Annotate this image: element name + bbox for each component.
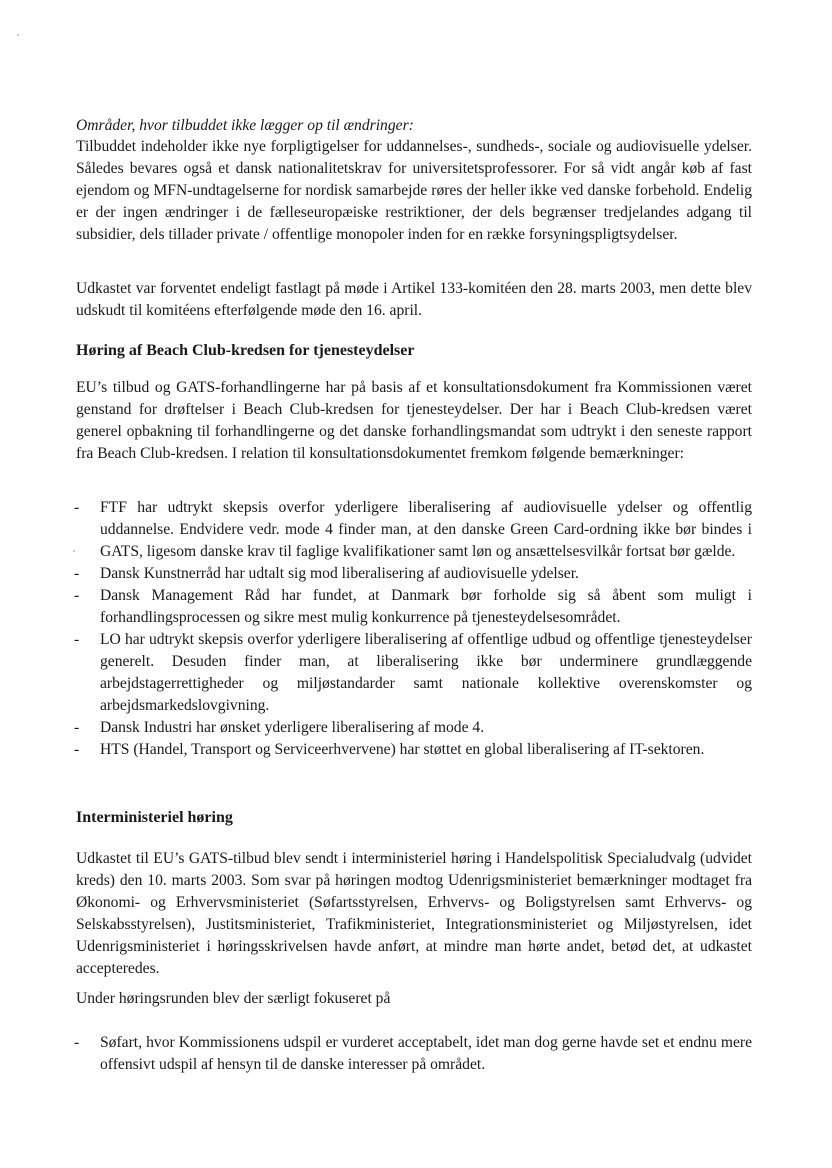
list-item <box>76 497 752 563</box>
list-item-text: Dansk Management Råd har fundet, at Danmark bør forholde sig så åbent som muligt i forhandlingsprocessen og sikre mest mulig konkurrence på tjenesteydelsesområdet. <box>100 587 752 626</box>
beach-club-remarks-list <box>76 497 752 761</box>
dash-bullet: - <box>74 741 80 758</box>
paragraph-draft-schedule: Udkastet var forventet endeligt fastlagt på møde i Artikel 133-komitéen den 28. marts 2003, men dette blev udskudt til komitéens efterfølgende møde den 16. april. <box>76 280 752 319</box>
dash-bullet: - <box>74 631 80 648</box>
dash-bullet: - <box>74 499 80 516</box>
paragraph-no-changes: Tilbuddet indeholder ikke nye forpligtigelser for uddannelses-, sundheds-, sociale og audiovisuelle ydelser. Således bevares også et dansk nationalitetskrav for universitetsprofessorer. For så vidt angår køb af fast ejendom og MFN-undtagelserne for nordisk samarbejde røres der heller ikke ved danske forbehold. Endelig er der ingen ændringer i de fælleseuropæiske restriktioner, der dels begrænser tredjelandes adgang til subsidier, dels tillader private / offentlige monopoler inden for en række forsyningspligtsydelser. <box>76 138 752 243</box>
heading-interministerial: Interministeriel høring <box>76 809 233 826</box>
dash-bullet: - <box>74 1034 80 1051</box>
dash-bullet: - <box>74 565 80 582</box>
heading-beach-club: Høring af Beach Club-kredsen for tjenesteydelser <box>76 342 415 359</box>
dash-bullet: - <box>74 719 80 736</box>
list-item <box>76 1032 752 1076</box>
list-item <box>76 717 752 739</box>
paragraph-beach-club: EU’s tilbud og GATS-forhandlingerne har på basis af et konsultationsdokument fra Kommissionen været genstand for drøftelser i Beach Club-kredsen for tjenesteydelser. Der har i Beach Club-kredsen været generel opbakning til forhandlingerne og det danske forhandlingsmandat som udtrykt i den seneste rapport fra Beach Club-kredsen. I relation til konsultationsdokumentet fremkom følgende bemærkninger: <box>76 379 752 462</box>
paragraph-focus-intro: Under høringsrunden blev der særligt fokuseret på <box>76 990 391 1007</box>
list-item <box>76 563 752 585</box>
list-item <box>76 629 752 717</box>
scan-speck <box>17 34 19 36</box>
list-item <box>76 585 752 629</box>
intro-italic-line: Områder, hvor tilbuddet ikke lægger op til ændringer: <box>76 117 414 134</box>
list-item <box>76 739 752 761</box>
list-item-text: HTS (Handel, Transport og Serviceerhvervene) har støttet en global liberalisering af IT-sektoren. <box>100 741 705 758</box>
scan-speck <box>73 550 75 552</box>
focus-list <box>76 1032 752 1076</box>
list-item-text: FTF har udtrykt skepsis overfor yderligere liberalisering af audiovisuelle ydelser og offentlig uddannelse. Endvidere vedr. mode 4 finder man, at den danske Green Card-ordning ikke bør bindes i GATS, ligesom danske krav til faglige kvalifikationer samt løn og ansættelsesvilkår fortsat bør gælde. <box>100 499 752 560</box>
list-item-text: LO har udtrykt skepsis overfor yderligere liberalisering af offentlige udbud og offentlige tjenesteydelser generelt. Desuden finder man, at liberalisering ikke bør underminere grundlæggende arbejdstagerrettigheder og miljøstandarder samt nationale kollektive overenskomster og arbejdsmarkedslovgivning. <box>100 631 752 714</box>
paragraph-interministerial: Udkastet til EU’s GATS-tilbud blev sendt i interministeriel høring i Handelspolitisk Specialudvalg (udvidet kreds) den 10. marts 2003. Som svar på høringen modtog Udenrigsministeriet bemærkninger modtaget fra Økonomi- og Erhvervsministeriet (Søfartsstyrelsen, Erhvervs- og Boligstyrelsen samt Erhvervs- og Selskabsstyrelsen), Justitsministeriet, Trafikministeriet, Integrationsministeriet og Miljøstyrelsen, idet Udenrigsministeriet i høringsskrivelsen havde anført, at mindre man hørte andet, betød det, at udkastet accepteredes. <box>76 850 752 977</box>
list-item-text: Søfart, hvor Kommissionens udspil er vurderet acceptabelt, idet man dog gerne havde set et endnu mere offensivt udspil af hensyn til de danske interesser på området. <box>100 1034 752 1073</box>
list-item-text: Dansk Kunstnerråd har udtalt sig mod liberalisering af audiovisuelle ydelser. <box>100 565 579 582</box>
dash-bullet: - <box>74 587 80 604</box>
list-item-text: Dansk Industri har ønsket yderligere liberalisering af mode 4. <box>100 719 485 736</box>
